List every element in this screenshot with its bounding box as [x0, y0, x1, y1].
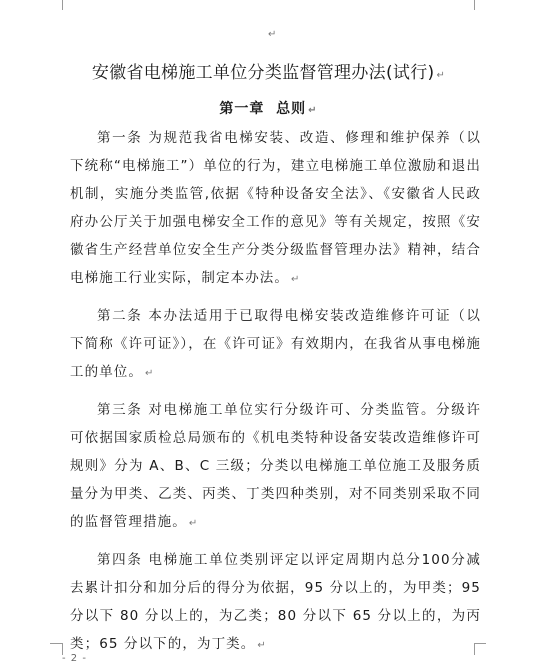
- document-title-text: 安徽省电梯施工单位分类监督管理办法(试行): [91, 63, 435, 83]
- article-3: [70, 396, 481, 538]
- article-2: [70, 302, 481, 388]
- chapter-heading-text: 第一章 总则: [219, 101, 307, 117]
- article-1-paragraph-mark: ↵: [291, 274, 301, 285]
- article-4-text: 第四条 电梯施工单位类别评定以评定周期内总分100分减去累计扣分和加分后的得分为依据，95 分以上的，为甲类；95 分以下 80 分以上的，为乙类；80 分以下 65 分以上的，为丙类；65 分以下的，为丁类。: [70, 552, 481, 652]
- document-title: [0, 62, 537, 87]
- crop-mark-top-left-v: [62, 0, 63, 10]
- article-1: [70, 124, 481, 294]
- article-4: [70, 546, 481, 660]
- chapter-heading: [0, 99, 537, 121]
- page-number: - 2 -: [62, 653, 87, 664]
- crop-mark-top-right-v: [474, 0, 475, 10]
- document-body: [70, 124, 481, 660]
- article-1-text: 第一条 为规范我省电梯安装、改造、修理和维护保养（以下统称“电梯施工”）单位的行为，建立电梯施工单位激励和退出机制，实施分类监管,依据《特种设备安全法》、《安徽省人民政府办公厅关于加强电梯安全工作的意见》等有关规定，按照《安徽省生产经营单位安全生产分类分级监督管理办法》精神，结合电梯施工行业实际，制定本办法。: [70, 130, 481, 286]
- top-paragraph-mark: ↵: [268, 29, 277, 40]
- article-3-text: 第三条 对电梯施工单位实行分级许可、分类监管。分级许可依据国家质检总局颁布的《机电类特种设备安装改造维修许可规则》分为 A、B、C 三级；分类以电梯施工单位施工及服务质量分为甲类、乙类、丙类、丁类四种类别，对不同类别采取不同的监督管理措施。: [70, 402, 481, 530]
- crop-mark-bottom-left-h: [50, 643, 62, 644]
- article-4-paragraph-mark: ↵: [257, 640, 267, 651]
- article-3-paragraph-mark: ↵: [188, 518, 199, 529]
- article-2-paragraph-mark: ↵: [145, 368, 155, 379]
- chapter-paragraph-mark: ↵: [308, 105, 318, 116]
- article-2-text: 第二条 本办法适用于已取得电梯安装改造维修许可证（以下简称《许可证》），在《许可证》有效期内，在我省从事电梯施工的单位。: [70, 308, 481, 380]
- title-paragraph-mark: ↵: [436, 70, 446, 81]
